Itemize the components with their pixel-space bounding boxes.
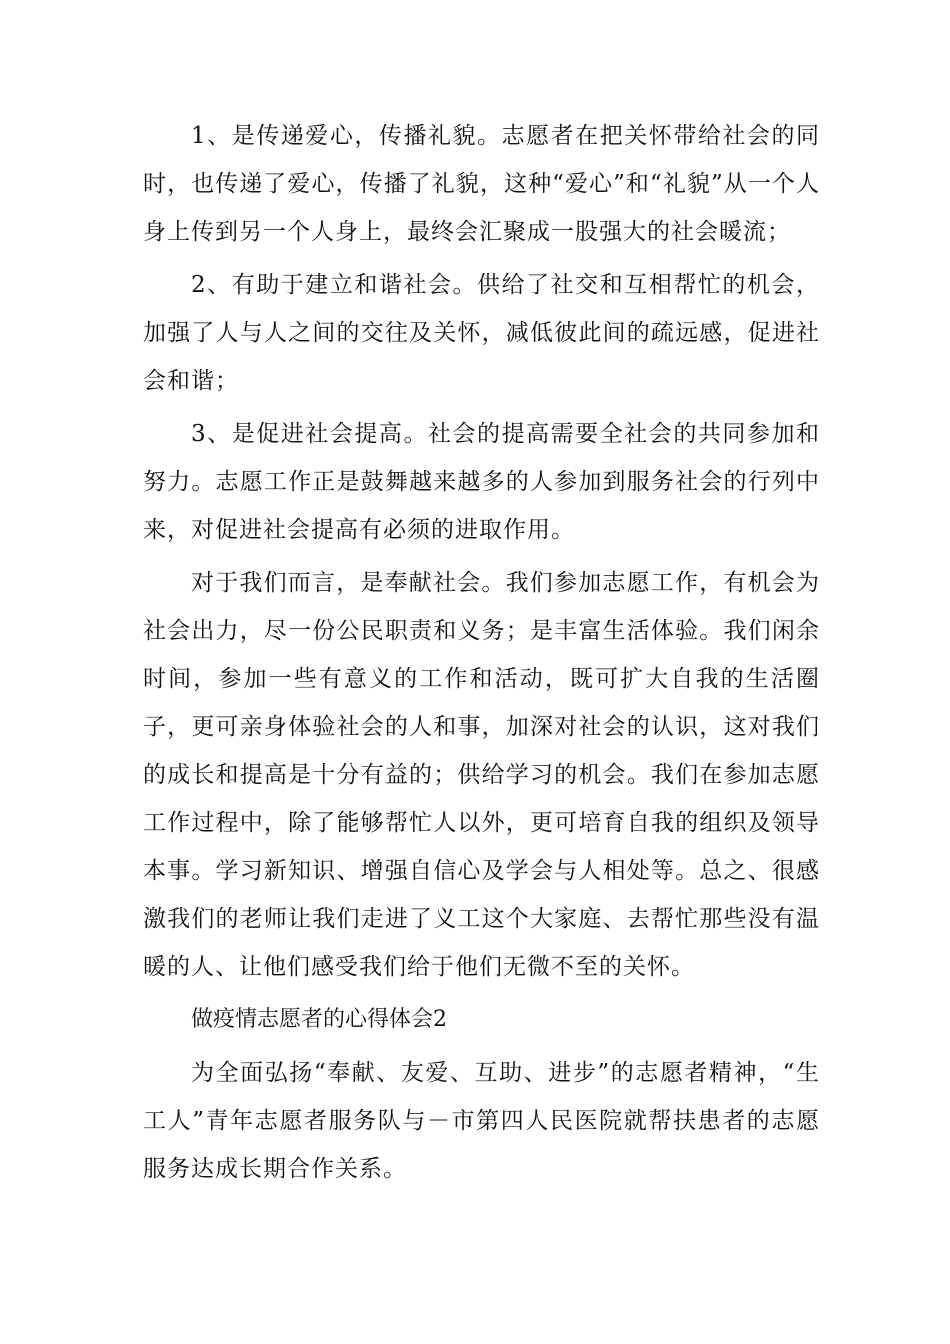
paragraph-1: 1、是传递爱心，传播礼貌。志愿者在把关怀带给社会的同时，也传递了爱心，传播了礼貌，这种“爱心”和“礼貌”从一个人身上传到另一个人身上，最终会汇聚成一股强大的社会暖流；: [143, 123, 820, 245]
paragraph-3: 3、是促进社会提高。社会的提高需要全社会的共同参加和努力。志愿工作正是鼓舞越来越多的人参加到服务社会的行列中来，对促进社会提高有必须的进取作用。: [143, 421, 820, 543]
paragraph-2: 2、有助于建立和谐社会。供给了社交和互相帮忙的机会，加强了人与人之间的交往及关怀，减低彼此间的疏远感，促进社会和谐；: [143, 272, 820, 394]
section-title: 做疫情志愿者的心得体会2: [191, 1007, 447, 1032]
document-body: [143, 112, 820, 1198]
closing-paragraph: 为全面弘扬“奉献、友爱、互助、进步”的志愿者精神，“生工人”青年志愿者服务队与－市第四人民医院就帮扶患者的志愿服务达成长期合作关系。: [143, 1060, 820, 1182]
paragraph-4: 对于我们而言，是奉献社会。我们参加志愿工作，有机会为社会出力，尽一份公民职责和义务；是丰富生活体验。我们闲余时间，参加一些有意义的工作和活动，既可扩大自我的生活圈子，更可亲身体验社会的人和事，加深对社会的认识，这对我们的成长和提高是十分有益的；供给学习的机会。我们在参加志愿工作过程中，除了能够帮忙人以外，更可培育自我的组织及领导本事。学习新知识、增强自信心及学会与人相处等。总之、很感激我们的老师让我们走进了义工这个大家庭、去帮忙那些没有温暖的人、让他们感受我们给于他们无微不至的关怀。: [143, 570, 820, 980]
